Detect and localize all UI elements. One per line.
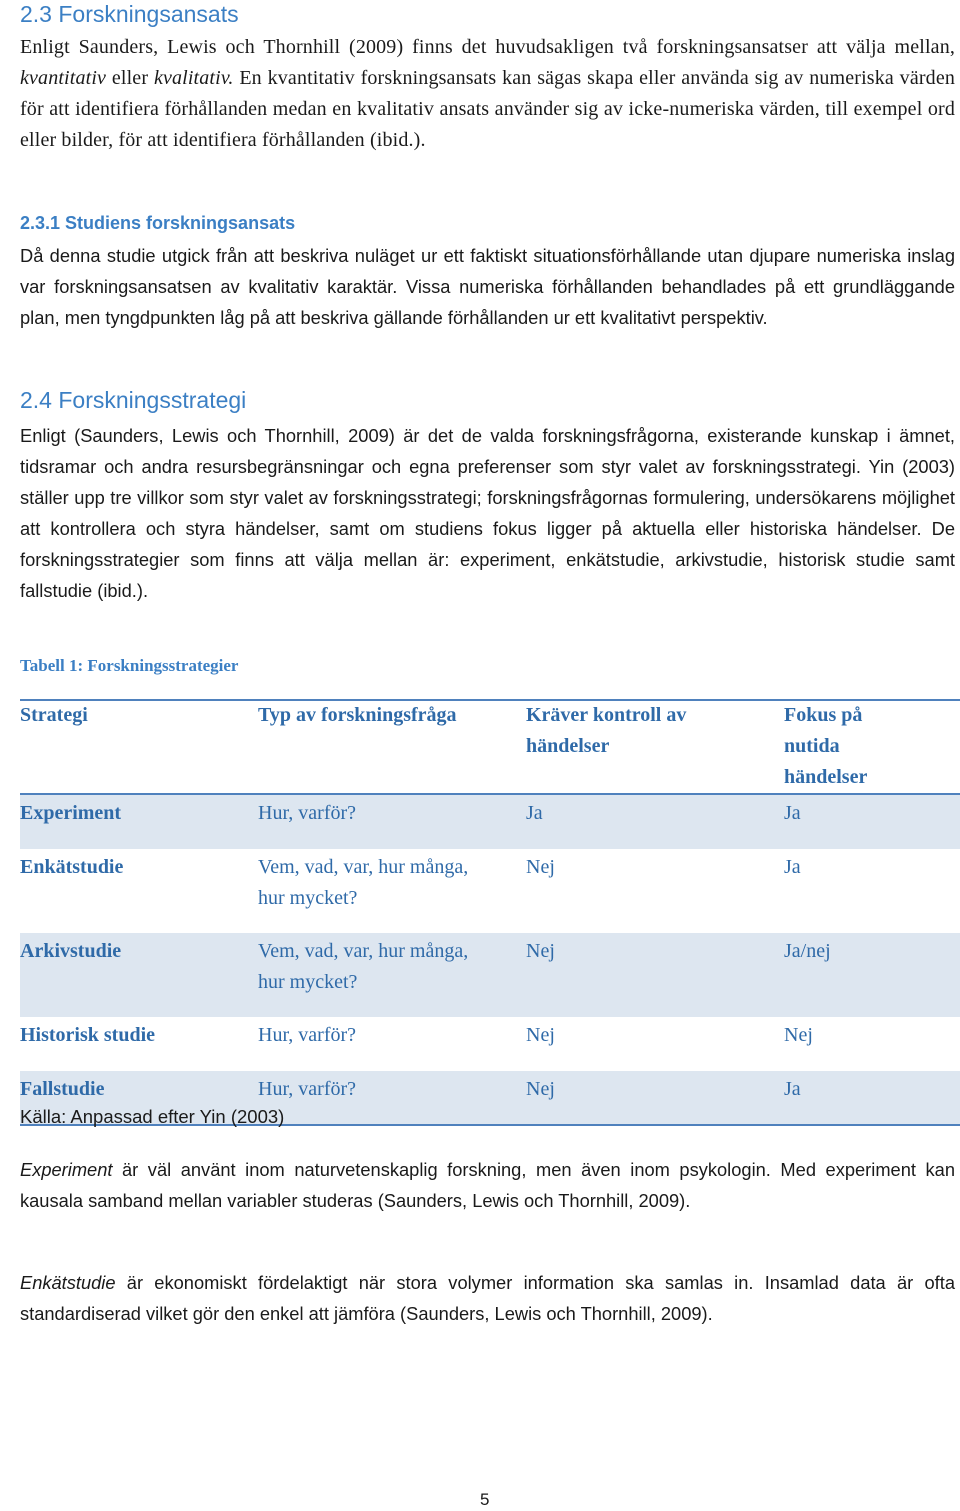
page-number: 5 [480,1490,490,1509]
table-cell: Ja [526,794,784,849]
table-cell: Hur, varför? [258,794,526,849]
table-header-cell: Strategi [20,704,88,726]
table-cell: Vem, vad, var, hur många, hur mycket? [258,856,469,909]
section-heading-2-4: 2.4 Forskningsstrategi [20,387,247,413]
table-cell: Hur, varför? [258,1071,526,1125]
paragraph-2-4: Enligt (Saunders, Lewis och Thornhill, 2009) är det de valda forskningsfrågorna, existerande kunskap i ämnet, tidsramar och andra resursbegränsningar och egna preferenser som styr valet av forskningsstrategi. Yin (2003) ställer upp tre villkor som styr valet av forskningsstrategi; forskningsfrågornas formulering, undersökarens möjlighet att kontrollera och styra händelser, samt om studiens fokus ligger på aktuella eller historiska händelser. De forskningsstrategier som finns att välja mellan är: experiment, enkätstudie, arkivstudie, historisk studie samt fallstudie (ibid.). [20,425,955,601]
text-enkatstudie: är ekonomiskt fördelaktigt när stora volymer information ska samlas in. Insamlad data är ofta standardiserad vilket gör den enkel att jämföra (Saunders, Lewis och Thornhill, 2009). [20,1272,955,1324]
para-2-3-em-kvalitativ: kvalitativ. [153,67,234,89]
table-caption: Tabell 1: Forskningsstrategier [20,656,239,675]
paragraph-2-3-1: Då denna studie utgick från att beskriva nuläget ur ett faktiskt situationsförhållande utan djupare numeriska inslag var forskningsansatsen av kvalitativ karaktär. Vissa numeriska förhållanden behandlades på ett grundläggande plan, men tyngdpunkten låg på att beskriva gällande förhållanden ur ett kvalitativt perspektiv. [20,245,955,328]
em-experiment: Experiment [20,1159,113,1180]
paragraph-enkatstudie [20,1267,955,1329]
table-row [20,1017,960,1071]
table-cell: Ja [784,1071,960,1125]
table-cell: Hur, varför? [258,1024,357,1046]
para-2-3-em-kvantitativ: kvantitativ [20,67,107,89]
table-row [20,933,960,1017]
paragraph-experiment [20,1154,955,1216]
table-header-cell: Typ av forskningsfråga [258,704,457,726]
paragraph-2-3 [20,32,955,156]
section-heading-2-3-1: 2.3.1 Studiens forskningsansats [20,213,296,233]
table-cell-strategy: Historisk studie [20,1024,156,1046]
table-header-cell: Fokus på nutida händelser [784,704,868,788]
table-header-row [20,700,960,794]
table-row [20,794,960,849]
text-experiment: är väl använt inom naturvetenskaplig forskning, men även inom psykologin. Med experiment kan kausala samband mellan variabler studeras (Saunders, Lewis och Thornhill, 2009). [20,1159,955,1211]
table-cell-strategy: Experiment [20,794,258,849]
table-source: Källa: Anpassad efter Yin (2003) [20,1106,285,1127]
table-cell: Ja [784,794,960,849]
table-header-cell: Kräver kontroll av händelser [526,704,687,757]
table-cell: Nej [784,1024,813,1046]
table-cell: Ja [784,856,801,878]
section-heading-2-3: 2.3 Forskningsansats [20,1,239,27]
table-cell: Nej [526,1071,784,1125]
table-cell: Nej [526,1024,555,1046]
table-cell: Nej [526,933,784,1017]
strategy-table [20,700,960,1126]
para-2-3-part-b: eller [106,67,154,89]
table-cell-strategy: Enkätstudie [20,856,124,878]
table-cell-strategy: Arkivstudie [20,933,258,1017]
table-cell: Nej [526,856,555,878]
table-cell: Vem, vad, var, hur många, hur mycket? [258,933,526,1017]
em-enkatstudie: Enkätstudie [20,1272,116,1293]
table-cell-strategy: Fallstudie [20,1071,258,1125]
table-cell: Ja/nej [784,933,960,1017]
para-2-3-part-a: Enligt Saunders, Lewis och Thornhill (2009) finns det huvudsakligen två forskningsansatser att välja mellan, [20,36,955,58]
table-row [20,849,960,933]
para-2-3-part-c: En kvantitativ forskningsansats kan sägas skapa eller använda sig av numeriska värden för att identifiera förhållanden medan en kvalitativ ansats använder sig av icke-numeriska värden, till exempel ord eller bilder, för att identifiera förhållanden (ibid.). [20,67,955,151]
